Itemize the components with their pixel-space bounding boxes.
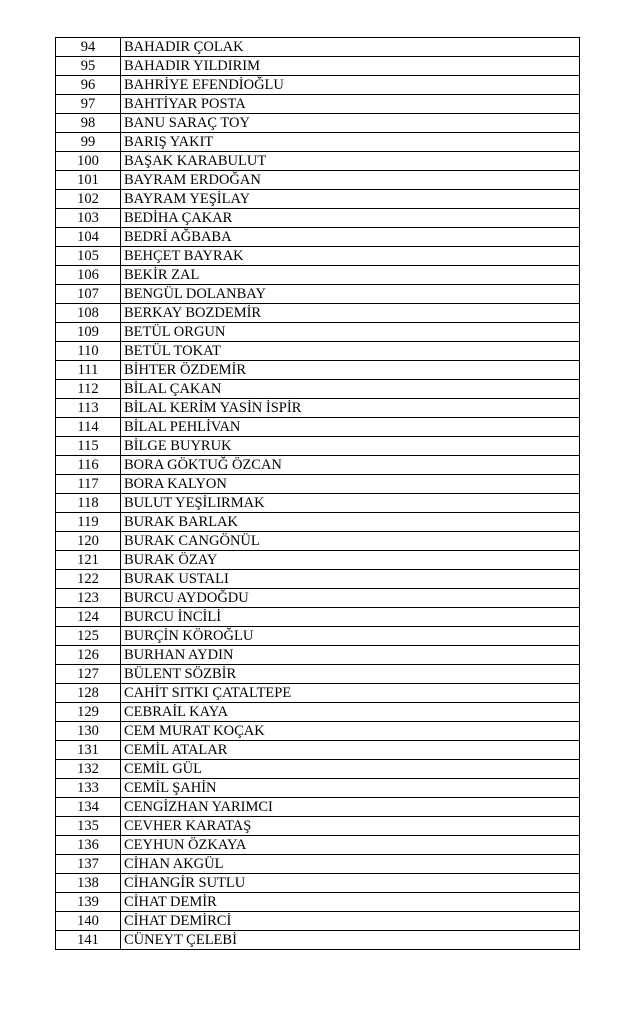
table-row <box>56 57 580 76</box>
row-number: 129 <box>56 703 121 722</box>
table-row <box>56 608 580 627</box>
row-number: 134 <box>56 798 121 817</box>
table-row <box>56 684 580 703</box>
person-name: BENGÜL DOLANBAY <box>121 285 580 304</box>
row-number: 135 <box>56 817 121 836</box>
row-number: 140 <box>56 912 121 931</box>
table-row <box>56 342 580 361</box>
name-list-table <box>55 37 580 950</box>
row-number: 99 <box>56 133 121 152</box>
row-number: 138 <box>56 874 121 893</box>
table-row <box>56 570 580 589</box>
person-name: CİHAN AKGÜL <box>121 855 580 874</box>
table-row <box>56 627 580 646</box>
table-row <box>56 171 580 190</box>
table-row <box>56 76 580 95</box>
table-row <box>56 475 580 494</box>
table-row <box>56 912 580 931</box>
table-row <box>56 722 580 741</box>
person-name: CEM MURAT KOÇAK <box>121 722 580 741</box>
row-number: 125 <box>56 627 121 646</box>
table-row <box>56 741 580 760</box>
table-row <box>56 114 580 133</box>
row-number: 132 <box>56 760 121 779</box>
person-name: BAYRAM ERDOĞAN <box>121 171 580 190</box>
name-list-body <box>56 38 580 950</box>
person-name: CİHANGİR SUTLU <box>121 874 580 893</box>
row-number: 121 <box>56 551 121 570</box>
row-number: 115 <box>56 437 121 456</box>
person-name: BURCU İNCİLİ <box>121 608 580 627</box>
person-name: CEBRAİL KAYA <box>121 703 580 722</box>
person-name: BETÜL ORGUN <box>121 323 580 342</box>
table-row <box>56 456 580 475</box>
row-number: 118 <box>56 494 121 513</box>
table-row <box>56 931 580 950</box>
person-name: CEYHUN ÖZKAYA <box>121 836 580 855</box>
person-name: BAHTİYAR POSTA <box>121 95 580 114</box>
table-row <box>56 95 580 114</box>
row-number: 127 <box>56 665 121 684</box>
table-row <box>56 855 580 874</box>
person-name: BURAK ÖZAY <box>121 551 580 570</box>
person-name: BURCU AYDOĞDU <box>121 589 580 608</box>
person-name: BURÇİN KÖROĞLU <box>121 627 580 646</box>
person-name: BAHRİYE EFENDİOĞLU <box>121 76 580 95</box>
row-number: 111 <box>56 361 121 380</box>
person-name: BARIŞ YAKIT <box>121 133 580 152</box>
person-name: BAYRAM YEŞİLAY <box>121 190 580 209</box>
person-name: BİLAL PEHLİVAN <box>121 418 580 437</box>
table-row <box>56 532 580 551</box>
person-name: BAHADIR YILDIRIM <box>121 57 580 76</box>
person-name: BURHAN AYDIN <box>121 646 580 665</box>
row-number: 128 <box>56 684 121 703</box>
table-row <box>56 437 580 456</box>
table-row <box>56 513 580 532</box>
table-row <box>56 361 580 380</box>
person-name: CEVHER KARATAŞ <box>121 817 580 836</box>
row-number: 136 <box>56 836 121 855</box>
person-name: CEMİL ATALAR <box>121 741 580 760</box>
row-number: 117 <box>56 475 121 494</box>
person-name: CEMİL ŞAHİN <box>121 779 580 798</box>
table-row <box>56 646 580 665</box>
person-name: BEDİHA ÇAKAR <box>121 209 580 228</box>
row-number: 102 <box>56 190 121 209</box>
row-number: 120 <box>56 532 121 551</box>
table-row <box>56 304 580 323</box>
person-name: BEHÇET BAYRAK <box>121 247 580 266</box>
row-number: 101 <box>56 171 121 190</box>
table-row <box>56 209 580 228</box>
table-row <box>56 399 580 418</box>
person-name: BİLAL ÇAKAN <box>121 380 580 399</box>
person-name: BURAK BARLAK <box>121 513 580 532</box>
person-name: BEDRİ AĞBABA <box>121 228 580 247</box>
row-number: 124 <box>56 608 121 627</box>
person-name: BAŞAK KARABULUT <box>121 152 580 171</box>
person-name: BORA GÖKTUĞ ÖZCAN <box>121 456 580 475</box>
row-number: 123 <box>56 589 121 608</box>
person-name: BİHTER ÖZDEMİR <box>121 361 580 380</box>
row-number: 116 <box>56 456 121 475</box>
row-number: 108 <box>56 304 121 323</box>
person-name: CİHAT DEMİRCİ <box>121 912 580 931</box>
row-number: 98 <box>56 114 121 133</box>
person-name: CEMİL GÜL <box>121 760 580 779</box>
table-row <box>56 418 580 437</box>
table-row <box>56 190 580 209</box>
row-number: 94 <box>56 38 121 57</box>
row-number: 105 <box>56 247 121 266</box>
table-row <box>56 779 580 798</box>
person-name: CAHİT SITKI ÇATALTEPE <box>121 684 580 703</box>
table-row <box>56 228 580 247</box>
person-name: BERKAY BOZDEMİR <box>121 304 580 323</box>
row-number: 95 <box>56 57 121 76</box>
row-number: 114 <box>56 418 121 437</box>
person-name: BURAK USTALI <box>121 570 580 589</box>
person-name: CİHAT DEMİR <box>121 893 580 912</box>
row-number: 137 <box>56 855 121 874</box>
row-number: 106 <box>56 266 121 285</box>
row-number: 113 <box>56 399 121 418</box>
table-row <box>56 798 580 817</box>
row-number: 96 <box>56 76 121 95</box>
person-name: BİLGE BUYRUK <box>121 437 580 456</box>
person-name: BULUT YEŞİLIRMAK <box>121 494 580 513</box>
person-name: BORA KALYON <box>121 475 580 494</box>
row-number: 103 <box>56 209 121 228</box>
row-number: 126 <box>56 646 121 665</box>
table-row <box>56 760 580 779</box>
row-number: 100 <box>56 152 121 171</box>
table-row <box>56 589 580 608</box>
table-row <box>56 380 580 399</box>
table-row <box>56 38 580 57</box>
person-name: CÜNEYT ÇELEBİ <box>121 931 580 950</box>
row-number: 122 <box>56 570 121 589</box>
person-name: BAHADIR ÇOLAK <box>121 38 580 57</box>
person-name: BEKİR ZAL <box>121 266 580 285</box>
person-name: BURAK CANGÖNÜL <box>121 532 580 551</box>
row-number: 133 <box>56 779 121 798</box>
table-row <box>56 551 580 570</box>
row-number: 130 <box>56 722 121 741</box>
table-row <box>56 874 580 893</box>
table-row <box>56 494 580 513</box>
row-number: 139 <box>56 893 121 912</box>
person-name: CENGİZHAN YARIMCI <box>121 798 580 817</box>
person-name: BETÜL TOKAT <box>121 342 580 361</box>
table-row <box>56 285 580 304</box>
table-row <box>56 665 580 684</box>
table-row <box>56 703 580 722</box>
row-number: 107 <box>56 285 121 304</box>
table-row <box>56 247 580 266</box>
table-row <box>56 893 580 912</box>
person-name: BANU SARAÇ TOY <box>121 114 580 133</box>
table-row <box>56 836 580 855</box>
person-name: BİLAL KERİM YASİN İSPİR <box>121 399 580 418</box>
row-number: 97 <box>56 95 121 114</box>
table-row <box>56 323 580 342</box>
row-number: 119 <box>56 513 121 532</box>
row-number: 110 <box>56 342 121 361</box>
table-row <box>56 817 580 836</box>
row-number: 112 <box>56 380 121 399</box>
table-row <box>56 266 580 285</box>
row-number: 131 <box>56 741 121 760</box>
row-number: 141 <box>56 931 121 950</box>
table-row <box>56 152 580 171</box>
row-number: 109 <box>56 323 121 342</box>
table-row <box>56 133 580 152</box>
person-name: BÜLENT SÖZBİR <box>121 665 580 684</box>
row-number: 104 <box>56 228 121 247</box>
